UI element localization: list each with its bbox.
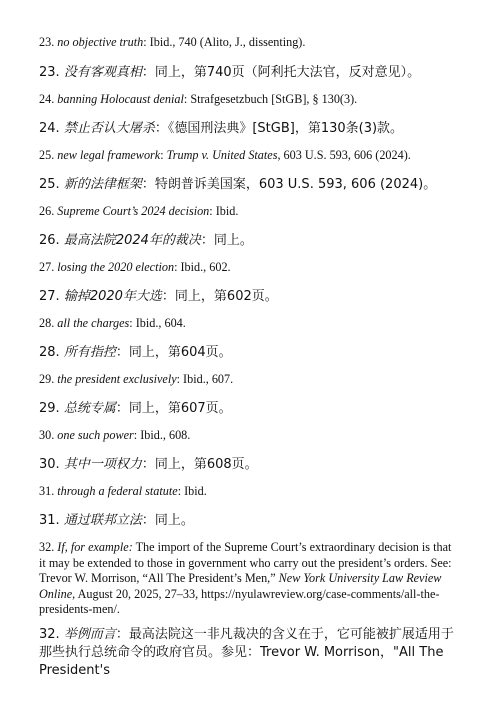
note-number: 24. bbox=[39, 121, 60, 136]
note-term: one such power bbox=[57, 428, 134, 442]
note-citation: , 603 U.S. 593, 606 (2024). bbox=[277, 148, 411, 162]
note-citation: : Ibid. bbox=[209, 204, 239, 218]
note-term: 所有指控 bbox=[63, 345, 116, 360]
note-29-zh bbox=[39, 400, 459, 417]
note-30-zh bbox=[39, 456, 459, 473]
note-citation: : Ibid., 608. bbox=[133, 428, 191, 442]
note-term: no objective truth bbox=[57, 35, 144, 49]
note-25-en bbox=[39, 148, 459, 163]
note-term: 举例而言 bbox=[63, 627, 116, 642]
note-term: 新的法律框架 bbox=[63, 177, 142, 192]
note-citation: : Ibid., 602. bbox=[174, 260, 231, 274]
note-term: 总统专属 bbox=[63, 401, 116, 416]
note-citation: ：同上，第604页。 bbox=[115, 345, 232, 360]
note-25-zh bbox=[39, 176, 459, 193]
note-citation: ：《德国刑法典》[StGB]，第130条(3)款。 bbox=[154, 121, 404, 136]
note-number: 29. bbox=[39, 401, 60, 416]
note-number: 30. bbox=[39, 428, 55, 442]
note-27-en bbox=[39, 260, 459, 275]
journal-title: New York University Law Review Online bbox=[39, 571, 442, 601]
note-citation: : Ibid., 740 (Alito, J., dissenting). bbox=[143, 35, 306, 49]
note-term: the president exclusively bbox=[57, 372, 177, 386]
note-term: If, for example: bbox=[57, 540, 133, 554]
note-31-zh bbox=[39, 512, 459, 529]
note-citation: : Ibid., 604. bbox=[129, 316, 186, 330]
note-term: new legal framework bbox=[57, 148, 161, 162]
note-27-zh bbox=[39, 288, 459, 305]
note-citation: ：同上。 bbox=[200, 233, 253, 248]
note-citation: : Ibid., 607. bbox=[176, 372, 234, 386]
note-32-zh bbox=[39, 626, 459, 680]
note-number: 32. bbox=[39, 540, 55, 554]
note-number: 28. bbox=[39, 316, 55, 330]
note-citation: : Ibid. bbox=[177, 484, 207, 498]
note-term: 输掉2020年大选 bbox=[63, 289, 162, 304]
note-term: Supreme Court’s 2024 decision bbox=[57, 204, 210, 218]
note-term: losing the 2020 election bbox=[57, 260, 175, 274]
note-citation: ：同上，第607页。 bbox=[115, 401, 232, 416]
note-citation: ：同上，第602页。 bbox=[161, 289, 278, 304]
note-term: 没有客观真相 bbox=[63, 65, 142, 80]
note-23-en bbox=[39, 35, 459, 50]
note-28-zh bbox=[39, 344, 459, 361]
note-citation: ：同上，第608页。 bbox=[141, 457, 258, 472]
note-number: 24. bbox=[39, 92, 55, 106]
note-24-zh bbox=[39, 120, 459, 137]
note-body: The import of the Supreme Court’s extraordinary decision is that it may be extended to those in government who carry out the president’s orders. See: Trevor W. Morrison, “All The President’s Men,” bbox=[39, 540, 452, 585]
note-number: 25. bbox=[39, 148, 55, 162]
note-term: banning Holocaust denial bbox=[57, 92, 184, 106]
note-number: 27. bbox=[39, 260, 55, 274]
note-28-en bbox=[39, 316, 459, 331]
note-number: 23. bbox=[39, 65, 60, 80]
note-number: 31. bbox=[39, 484, 55, 498]
note-number: 26. bbox=[39, 233, 60, 248]
note-number: 32. bbox=[39, 627, 60, 642]
note-term: through a federal statute bbox=[57, 484, 178, 498]
note-term: 其中一项权力 bbox=[63, 457, 142, 472]
note-number: 23. bbox=[39, 35, 55, 49]
note-24-en bbox=[39, 92, 459, 107]
note-term: 禁止否认大屠杀 bbox=[63, 121, 155, 136]
note-29-en bbox=[39, 372, 459, 387]
note-31-en bbox=[39, 484, 459, 499]
note-number: 25. bbox=[39, 177, 60, 192]
note-number: 29. bbox=[39, 372, 55, 386]
note-citation: ：同上，第740页（阿利托大法官，反对意见）。 bbox=[141, 65, 421, 80]
note-body: ：最高法院这一非凡裁决的含义在于，它可能被扩展适用于那些执行总统命令的政府官员。参见：Trevor W. Morrison，"All The President's bbox=[39, 627, 454, 678]
note-number: 26. bbox=[39, 204, 55, 218]
note-number: 30. bbox=[39, 457, 60, 472]
note-citation: ：同上。 bbox=[141, 513, 194, 528]
note-23-zh bbox=[39, 64, 459, 81]
note-citation: , August 20, 2025, 27–33, https://nyulawreview.org/case-comments/all-the-presidents-men/. bbox=[39, 586, 440, 616]
note-separator: : bbox=[160, 148, 167, 162]
note-number: 31. bbox=[39, 513, 60, 528]
note-term: 最高法院2024年的裁决 bbox=[63, 233, 201, 248]
note-citation: ：特朗普诉美国案，603 U.S. 593, 606 (2024)。 bbox=[141, 177, 437, 192]
note-term: 通过联邦立法 bbox=[63, 513, 142, 528]
case-name: Trump v. United States bbox=[166, 148, 278, 162]
note-26-zh bbox=[39, 232, 459, 249]
note-term: all the charges bbox=[57, 316, 130, 330]
note-citation: : Strafgesetzbuch [StGB], § 130(3). bbox=[183, 92, 358, 106]
note-number: 27. bbox=[39, 289, 60, 304]
note-30-en bbox=[39, 428, 459, 443]
note-number: 28. bbox=[39, 345, 60, 360]
note-32-en bbox=[39, 540, 459, 618]
note-26-en bbox=[39, 204, 459, 219]
